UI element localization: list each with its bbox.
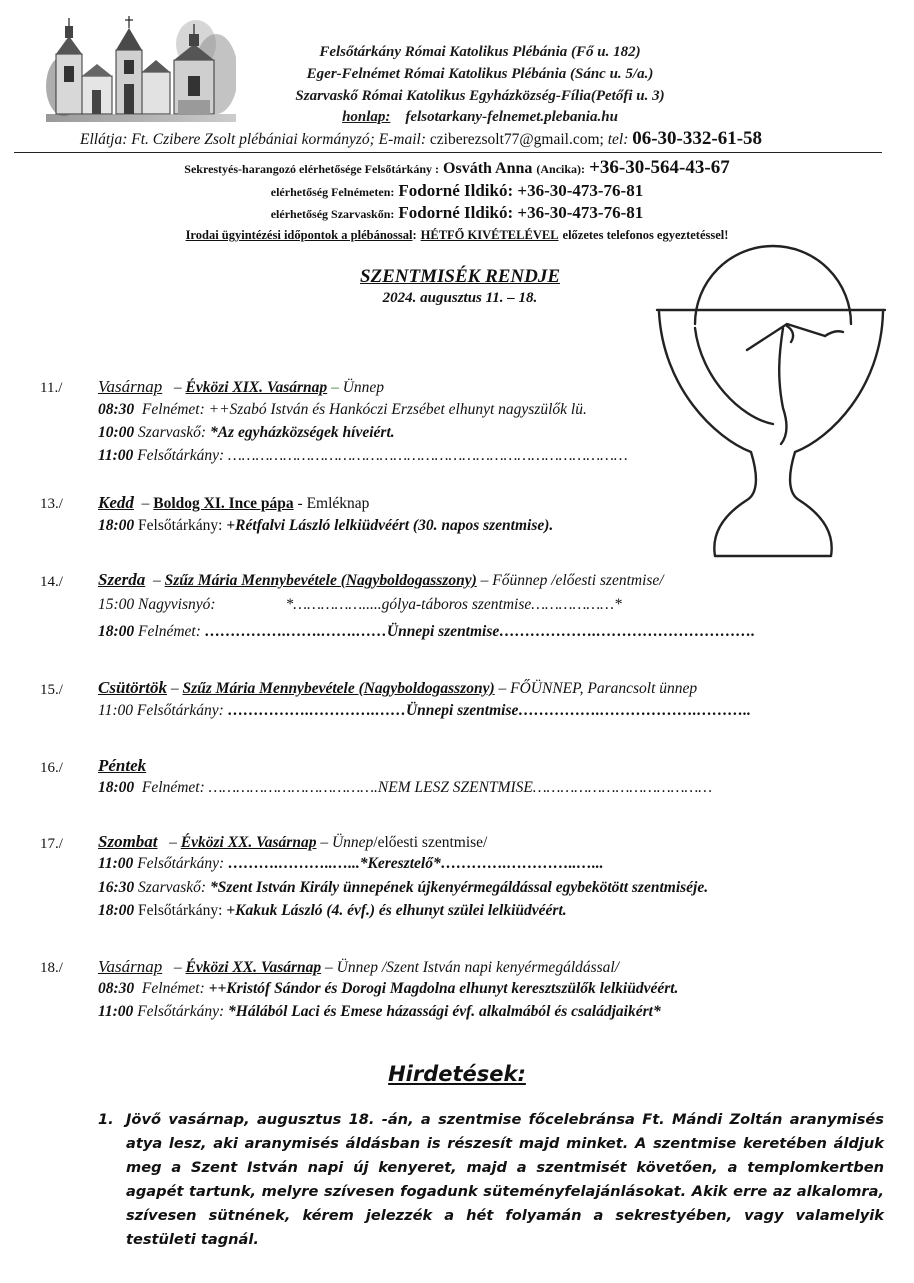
- day-name: Szombat: [98, 832, 158, 851]
- mass-text: ……….………..…...*Keresztelő*………….…………..…...: [228, 855, 604, 872]
- priest-tel-label: tel:: [607, 131, 629, 148]
- day-number: 17./: [40, 836, 63, 852]
- mass-time: 08:30: [98, 980, 135, 997]
- mass-time: 18:00: [98, 902, 135, 919]
- mass-text: Felnémet: ++Szabó István és Hankóczi Erzsébet elhunyt nagyszülők lü.: [141, 401, 587, 418]
- mass-place: Felnémet:: [141, 980, 205, 997]
- day-name: Vasárnap: [98, 957, 163, 976]
- mass-row: [98, 980, 678, 998]
- feast-rank: – FŐÜNNEP, Parancsolt ünnep: [498, 680, 698, 697]
- office-hours-rest: előzetes telefonos egyeztetéssel!: [562, 228, 729, 242]
- mass-time: 11:00: [98, 447, 134, 464]
- office-hours-colon: :: [412, 228, 417, 242]
- separator: –: [331, 379, 339, 396]
- mass-row: [98, 623, 755, 641]
- priest-phone: 06-30-332-61-58: [632, 128, 763, 149]
- sacristan-contact: [0, 157, 914, 179]
- priest-contact-line: [80, 128, 762, 150]
- mass-place: Szarvaskő:: [138, 879, 207, 896]
- felnemet-contact-label: elérhetőség Felnémeten:: [270, 185, 395, 199]
- header-divider: [14, 152, 882, 153]
- parish-szarvasko: Szarvaskő Római Katolikus Egyházközség-Fília(Petőfi u. 3): [295, 88, 665, 104]
- feast-name: Szűz Mária Mennybevétele (Nagyboldogasszony): [182, 680, 495, 697]
- szarvasko-contact-label: elérhetőség Szarvaskőn:: [270, 207, 395, 221]
- mass-place: Felsőtárkány:: [137, 1003, 225, 1020]
- mass-row: [98, 702, 751, 720]
- day-name: Kedd: [98, 493, 134, 512]
- mass-time: 15:00: [98, 596, 135, 613]
- separator: –: [325, 959, 333, 976]
- mass-time: 18:00: [98, 779, 135, 796]
- mass-text: Felsőtárkány: ……………………………………………………………………………: [137, 447, 628, 464]
- mass-time: 11:00: [98, 702, 134, 719]
- mass-row: [98, 902, 567, 920]
- day-heading: [98, 756, 146, 776]
- mass-place: Szarvaskő:: [138, 424, 207, 441]
- day-number: 14./: [40, 574, 63, 590]
- mass-text: *Az egyházközségek híveiért.: [209, 424, 395, 441]
- day-heading: [98, 678, 697, 698]
- feast-name: Évközi XX. Vasárnap: [185, 959, 322, 976]
- schedule-title: SZENTMISÉK RENDJE: [359, 266, 561, 287]
- day-heading: [98, 957, 619, 977]
- day-number: 13./: [40, 496, 63, 512]
- sacristan-phone: +36-30-564-43-67: [589, 157, 730, 178]
- mass-place: Felnémet:: [141, 779, 205, 796]
- church-logo-image: [46, 14, 236, 122]
- chalice-host-drawing: [655, 238, 887, 560]
- mass-time: 11:00: [98, 1003, 134, 1020]
- homepage-link[interactable]: felsotarkany-felnemet.plebania.hu: [405, 109, 618, 125]
- mass-row: [98, 779, 712, 797]
- mass-place: Felsőtárkány:: [138, 902, 223, 919]
- parish-felnemet: Eger-Felnémet Római Katolikus Plébánia (Sánc u. 5/a.): [306, 66, 654, 82]
- schedule-dates: 2024. augusztus 11. – 18.: [382, 290, 538, 306]
- separator: –: [320, 834, 329, 851]
- day-name: Szerda: [98, 570, 146, 589]
- mass-row: [98, 401, 587, 419]
- separator: –: [170, 680, 179, 697]
- day-name: Péntek: [98, 756, 147, 775]
- szarvasko-contact-value: Fodorné Ildikó: +36-30-473-76-81: [398, 203, 644, 222]
- feast-rank: – Főünnep /előesti szentmise/: [480, 572, 664, 589]
- separator: –: [173, 959, 182, 976]
- feast-name: Évközi XX. Vasárnap: [180, 834, 317, 851]
- mass-time: 16:30: [98, 879, 135, 896]
- mass-place: Felsőtárkány:: [137, 855, 225, 872]
- priest-email[interactable]: cziberezsolt77@gmail.com;: [429, 131, 604, 148]
- separator: –: [141, 495, 150, 512]
- day-name: Csütörtök: [98, 678, 167, 697]
- mass-text: +Rétfalvi László lelkiüdvéért (30. napos szentmise).: [226, 517, 554, 534]
- feast-name: Boldog XI. Ince pápa: [153, 495, 294, 512]
- feast-name: Évközi XIX. Vasárnap: [185, 379, 328, 396]
- separator: –: [152, 572, 161, 589]
- sacristan-nick: (Ancika):: [536, 162, 586, 176]
- feast-rank: Ünnep: [331, 834, 374, 851]
- homepage-label: honlap:: [342, 109, 391, 125]
- mass-time: 10:00: [98, 424, 135, 441]
- mass-place: Felnémet:: [138, 623, 201, 640]
- mass-text: *Szent István Király ünnepének újkenyérmegáldással egybekötött szentmiséje.: [209, 879, 709, 896]
- mass-row: [98, 424, 395, 442]
- mass-place: Nagyvisnyó:: [138, 596, 216, 613]
- day-heading: [98, 493, 369, 513]
- mass-text: ……………………………….NEM LESZ SZENTMISE…………………………………: [208, 779, 713, 796]
- day-number: 11./: [40, 380, 63, 396]
- feast-rank-note: /előesti szentmise/: [373, 834, 488, 851]
- separator: –: [173, 379, 182, 396]
- szarvasko-contact: [0, 203, 914, 223]
- office-hours-except: HÉTFŐ KIVÉTELÉVEL: [420, 228, 559, 242]
- mass-row: [98, 517, 553, 535]
- day-number: 18./: [40, 960, 63, 976]
- announcement-text: Jövő vasárnap, augusztus 18. -án, a szentmise főcelebránsa Ft. Mándi Zoltán aranymisés atya lesz, aki aranymisés áldásban is részesít majd minket. A szentmise keretében áldjuk meg a Szent István napi új kenyeret, majd a szentmisét követően, a templomkertben agapét tartunk, melyre szívesen fogadunk süteményfelajánlásokat. Akik erre az alkalomra, szívesen sütnének, kérem jelezzék a hét folyamán a sekrestyében, vagy valamelyik testületi tagnál.: [126, 1111, 884, 1248]
- mass-time: 11:00: [98, 855, 134, 872]
- sacristan-label: Sekrestyés-harangozó elérhetősége Felsőtárkány :: [184, 162, 440, 176]
- feast-rank: Ünnep /Szent István napi kenyérmegáldással/: [336, 959, 620, 976]
- mass-text: *…………….....gólya-táboros szentmise………………*: [285, 596, 622, 613]
- mass-text: …………….…….…….……Ünnepi szentmise……………….………………………….: [204, 623, 756, 640]
- mass-time: 08:30: [98, 401, 135, 418]
- mass-place: Felsőtárkány:: [138, 517, 223, 534]
- mass-text: *Hálából Laci és Emese házassági évf. alkalmából és családjaikért*: [228, 1003, 661, 1020]
- day-number: 16./: [40, 760, 63, 776]
- announcement-item: [98, 1108, 884, 1252]
- homepage-line: [230, 109, 730, 126]
- day-number: 15./: [40, 682, 63, 698]
- feast-rank: - Emléknap: [297, 495, 370, 512]
- day-heading: [98, 832, 487, 852]
- mass-time: 18:00: [98, 517, 135, 534]
- day-heading: [98, 377, 384, 397]
- mass-text: ++Kristóf Sándor és Dorogi Magdolna elhunyt keresztszülők lelkiüdvéért.: [208, 980, 679, 997]
- day-name: Vasárnap: [98, 377, 163, 396]
- felnemet-contact-value: Fodorné Ildikó: +36-30-473-76-81: [398, 181, 644, 200]
- mass-row: [98, 855, 603, 873]
- feast-name: Szűz Mária Mennybevétele (Nagyboldogasszony): [164, 572, 477, 589]
- mass-text: +Kakuk László (4. évf.) és elhunyt szülei lelkiüdvéért.: [226, 902, 567, 919]
- sacristan-name: Osváth Anna: [443, 160, 533, 177]
- announcements-title: Hirdetések:: [388, 1062, 526, 1086]
- mass-row: [98, 447, 628, 465]
- parish-felsotarkany: Felsőtárkány Római Katolikus Plébánia (Fő u. 182): [319, 44, 641, 60]
- mass-time: 18:00: [98, 623, 135, 640]
- separator: –: [169, 834, 177, 851]
- priest-contact-prefix: Ellátja: Ft. Czibere Zsolt plébániai kormányzó; E-mail:: [80, 131, 426, 148]
- office-hours-label: Irodai ügyintézési időpontok a plébánossal: [185, 228, 413, 242]
- day-heading: [98, 570, 664, 590]
- mass-row: [98, 879, 708, 897]
- announcement-number: 1.: [98, 1111, 114, 1128]
- mass-place: Felsőtárkány:: [136, 702, 224, 719]
- feast-rank: Ünnep: [342, 379, 385, 396]
- mass-row: [98, 1003, 661, 1021]
- mass-text: …………….………….……Ünnepi szentmise…………….……………….………..: [227, 702, 751, 719]
- felnemet-contact: [0, 181, 914, 201]
- mass-row: [98, 596, 622, 614]
